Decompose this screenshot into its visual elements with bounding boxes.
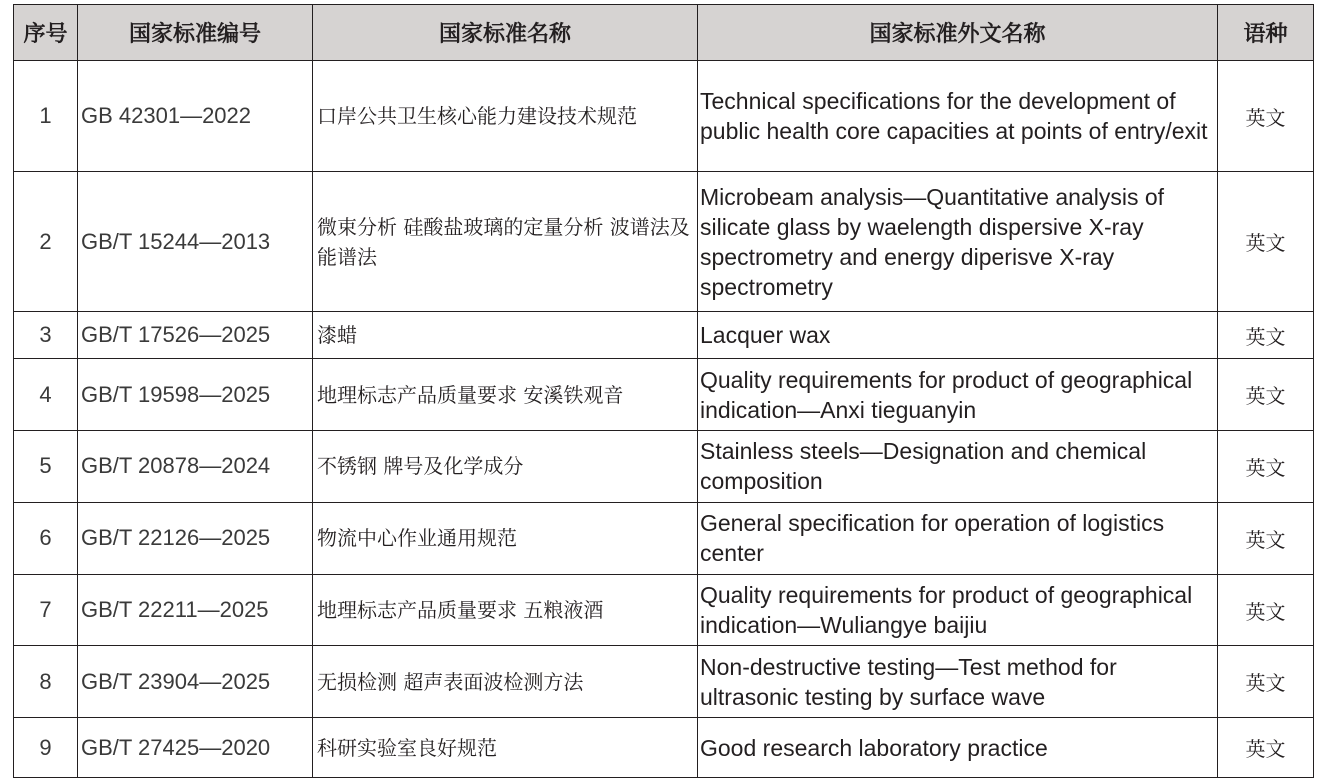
header-language: 语种 [1218,5,1314,61]
row-language: 英文 [1218,311,1314,359]
row-name-foreign: Quality requirements for product of geographical indication—Wuliangye baijiu [698,574,1218,646]
row-name-foreign: Quality requirements for product of geographical indication—Anxi tieguanyin [698,359,1218,431]
row-name-foreign: Microbeam analysis—Quantitative analysis of silicate glass by waelength dispersive X-ray spectrometry and energy diperisve X-ray spectrometry [698,172,1218,312]
row-index: 4 [14,359,78,431]
header-row [14,5,1314,61]
row-name-cn: 口岸公共卫生核心能力建设技术规范 [313,61,698,172]
row-index: 7 [14,574,78,646]
header-code: 国家标准编号 [78,5,313,61]
row-index: 9 [14,718,78,778]
table-row [14,359,1314,431]
row-code: GB/T 17526—2025 [78,311,313,359]
header-name-cn: 国家标准名称 [313,5,698,61]
row-name-foreign: General specification for operation of logistics center [698,502,1218,574]
row-language: 英文 [1218,718,1314,778]
row-code: GB/T 27425—2020 [78,718,313,778]
row-index: 1 [14,61,78,172]
row-code: GB/T 22211—2025 [78,574,313,646]
row-name-foreign: Good research laboratory practice [698,718,1218,778]
row-index: 8 [14,646,78,718]
row-name-cn: 物流中心作业通用规范 [313,502,698,574]
row-code: GB 42301—2022 [78,61,313,172]
row-code: GB/T 22126—2025 [78,502,313,574]
table-row [14,574,1314,646]
row-name-foreign: Lacquer wax [698,311,1218,359]
standards-table [13,4,1314,778]
row-name-cn: 漆蜡 [313,311,698,359]
row-name-cn: 微束分析 硅酸盐玻璃的定量分析 波谱法及能谱法 [313,172,698,312]
table-row [14,431,1314,503]
row-language: 英文 [1218,574,1314,646]
row-index: 3 [14,311,78,359]
table-row [14,311,1314,359]
table-row [14,718,1314,778]
row-code: GB/T 15244—2013 [78,172,313,312]
row-code: GB/T 23904—2025 [78,646,313,718]
row-name-foreign: Non-destructive testing—Test method for ultrasonic testing by surface wave [698,646,1218,718]
row-name-cn: 科研实验室良好规范 [313,718,698,778]
row-language: 英文 [1218,431,1314,503]
table-row [14,61,1314,172]
table-row [14,502,1314,574]
row-language: 英文 [1218,359,1314,431]
table-row [14,646,1314,718]
row-language: 英文 [1218,61,1314,172]
row-index: 2 [14,172,78,312]
row-code: GB/T 20878—2024 [78,431,313,503]
table-row [14,172,1314,312]
row-index: 5 [14,431,78,503]
row-language: 英文 [1218,646,1314,718]
row-index: 6 [14,502,78,574]
row-name-foreign: Stainless steels—Designation and chemical composition [698,431,1218,503]
row-name-cn: 地理标志产品质量要求 五粮液酒 [313,574,698,646]
row-name-cn: 地理标志产品质量要求 安溪铁观音 [313,359,698,431]
header-index: 序号 [14,5,78,61]
row-language: 英文 [1218,502,1314,574]
row-code: GB/T 19598—2025 [78,359,313,431]
row-name-foreign: Technical specifications for the development of public health core capacities at points of entry/exit [698,61,1218,172]
row-name-cn: 不锈钢 牌号及化学成分 [313,431,698,503]
row-name-cn: 无损检测 超声表面波检测方法 [313,646,698,718]
header-name-foreign: 国家标准外文名称 [698,5,1218,61]
row-language: 英文 [1218,172,1314,312]
